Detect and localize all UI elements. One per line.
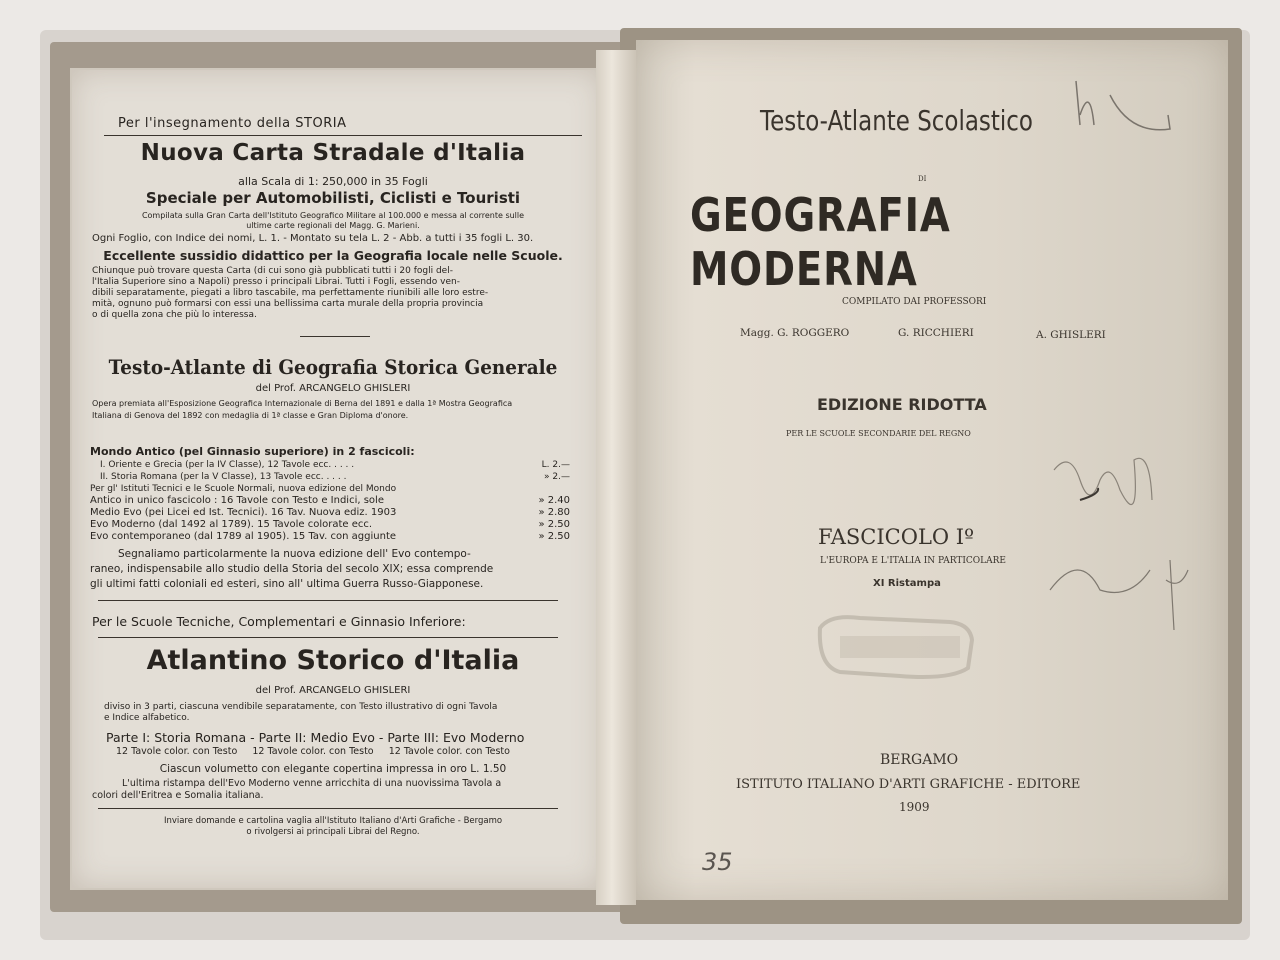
scale-text: alla Scala di 1: 250,000 in 35 Fogli <box>238 175 428 188</box>
list-item <box>90 531 570 543</box>
item-text: II. Storia Romana (per la V Classe), 13 Tavole ecc. . . . . <box>100 472 347 482</box>
di-text: DI <box>918 175 927 183</box>
award-line: Opera premiata all'Esposizione Geografica Internazionale di Berna del 1891 e dalla 1ª Mostra Geografica <box>92 399 513 408</box>
mondo-antico: Mondo Antico (pel Ginnasio superiore) in 2 fascicoli: <box>90 445 415 458</box>
book-spine <box>596 50 636 905</box>
rule <box>98 808 558 809</box>
paragraph-carta <box>92 266 582 321</box>
rule <box>104 135 582 136</box>
item-price <box>510 483 570 495</box>
paragraph-line: mità, ognuno può formarsi con essi una bellissima carta murale della propria provincia <box>92 299 484 309</box>
item-text: Antico in unico fascicolo : 16 Tavole con Testo e Indici, sole <box>90 495 384 506</box>
author-ghisleri-right: A. GHISLERI <box>1036 329 1106 341</box>
footer-line: o rivolgersi ai principali Librai del Regno. <box>246 827 420 837</box>
footer-line: Inviare domande e cartolina vaglia all'Istituto Italiano d'Arti Grafiche - Bergamo <box>163 816 503 826</box>
paragraph-ristampa <box>92 778 582 802</box>
footer-note <box>88 816 578 838</box>
parts-sub: 12 Tavole color. con Testo 12 Tavole color. con Testo 12 Tavole color. con Testo <box>116 746 510 757</box>
ristampa: XI Ristampa <box>873 578 941 589</box>
year: 1909 <box>899 800 930 814</box>
parts-line: Parte I: Storia Romana - Parte II: Medio Evo - Parte III: Evo Moderno <box>106 730 525 745</box>
compiled-by: COMPILATO DAI PROFESSORI <box>842 297 987 307</box>
fascicolo-sub: L'EUROPA E L'ITALIA IN PARTICOLARE <box>820 556 1006 566</box>
paragraph-atlantino <box>104 702 594 724</box>
item-price: L. 2.— <box>541 460 570 470</box>
paragraph-line: e Indice alfabetico. <box>104 713 190 723</box>
paragraph-evo <box>90 547 580 592</box>
item-text: Per gl' Istituti Tecnici e le Scuole Normali, nuova edizione del Mondo <box>90 484 397 494</box>
author-roggero: Magg. G. ROGGERO <box>740 327 850 339</box>
item-text: Evo Moderno (dal 1492 al 1789). 15 Tavole colorate ecc. <box>90 519 373 530</box>
award-note <box>92 398 582 422</box>
paragraph-line: colori dell'Eritrea e Somalia italiana. <box>92 790 264 801</box>
item-price: » 2.50 <box>538 531 570 542</box>
rule-short <box>300 336 370 337</box>
list-item <box>90 519 570 531</box>
list-item <box>90 483 570 495</box>
item-price: » 2.— <box>544 472 570 482</box>
paragraph-line: raneo, indispensabile allo studio della Storia del secolo XIX; essa comprende <box>90 563 494 575</box>
item-text: Medio Evo (pei Licei ed Ist. Tecnici). 16 Tav. Nuova ediz. 1903 <box>90 507 397 518</box>
paragraph-line: o di quella zona che più lo interessa. <box>92 310 257 320</box>
edizione-ridotta: EDIZIONE RIDOTTA <box>817 395 987 414</box>
pencil-sketch-map <box>1040 440 1200 640</box>
subtitle-automobilisti: Speciale per Automobilisti, Ciclisti e Touristi <box>145 189 521 207</box>
author-ghisleri: del Prof. ARCANGELO GHISLERI <box>255 383 411 394</box>
left-heading-storia: Per l'insegnamento della STORIA <box>118 116 347 131</box>
paragraph-line: dibili separatamente, piegati a libro tascabile, ma perfettamente riunibili alle loro estre- <box>92 288 489 298</box>
fascicolo: FASCICOLO Iº <box>818 525 974 549</box>
title-testo-atlante: Testo-Atlante Scolastico <box>760 104 1033 137</box>
compiled-line: Compilata sulla Gran Carta dell'Istituto Geografico Militare al 100.000 e messa al corrente sulle <box>141 211 525 220</box>
list-item <box>90 507 570 519</box>
item-text: Evo contemporaneo (dal 1789 al 1905). 15 Tav. con aggiunte <box>90 531 397 542</box>
main-title-geografia: GEOGRAFIA MODERNA <box>690 188 951 296</box>
award-line: Italiana di Genova del 1892 con medaglia di 1ª classe e Gran Diploma d'onore. <box>92 411 409 420</box>
heading-scuole-tecniche: Per le Scuole Tecniche, Complementari e Ginnasio Inferiore: <box>92 614 466 629</box>
publisher: ISTITUTO ITALIANO D'ARTI GRAFICHE - EDITORE <box>736 777 1081 792</box>
item-price: » 2.80 <box>538 507 570 518</box>
volumetto-line: Ciascun volumetto con elegante copertina impressa in oro L. 1.50 <box>159 763 507 775</box>
price-list <box>90 459 570 543</box>
item-price: » 2.50 <box>538 519 570 530</box>
item-text: I. Oriente e Grecia (per la IV Classe), 12 Tavole ecc. . . . . <box>100 460 355 470</box>
paragraph-line: diviso in 3 parti, ciascuna vendibile separatamente, con Testo illustrativo di ogni Tavola <box>104 702 498 712</box>
compiled-line: ultime carte regionali del Magg. G. Marieni. <box>246 221 420 230</box>
edizione-sub: PER LE SCUOLE SECONDARIE DEL REGNO <box>786 429 971 438</box>
handwritten-number: 35 <box>702 848 733 876</box>
paragraph-line: l'Italia Superiore sino a Napoli) presso i principali Librai. Tutti i Fogli, essendo ven- <box>92 277 460 287</box>
title-atlantino: Atlantino Storico d'Italia <box>146 645 520 676</box>
excellent-line: Eccellente sussidio didattico per la Geografia locale nelle Scuole. <box>103 248 563 263</box>
list-item <box>90 495 570 507</box>
pencil-scribble-top <box>1040 75 1200 155</box>
title-geografia-storica: Testo-Atlante di Geografia Storica Generale <box>108 355 558 379</box>
list-item <box>100 471 570 483</box>
faded-stamp <box>800 600 1000 690</box>
compiled-note <box>88 211 578 231</box>
paragraph-line: Chiunque può trovare questa Carta (di cui sono già pubblicati tutti i 20 fogli del- <box>92 266 453 276</box>
title-carta-stradale: Nuova Carta Stradale d'Italia <box>140 140 526 166</box>
author-ricchieri: G. RICCHIERI <box>898 327 974 339</box>
rule <box>98 637 558 638</box>
paragraph-line: Segnaliamo particolarmente la nuova edizione dell' Evo contempo- <box>118 548 471 560</box>
rule <box>98 600 558 601</box>
paragraph-line: L'ultima ristampa dell'Evo Moderno venne arricchita di una nuovissima Tavola a <box>122 778 502 789</box>
price-line: Ogni Foglio, con Indice dei nomi, L. 1. - Montato su tela L. 2 - Abb. a tutti i 35 fogli L. 30. <box>92 233 534 244</box>
item-price: » 2.40 <box>538 495 570 506</box>
paragraph-line: gli ultimi fatti coloniali ed esteri, sino all' ultima Guerra Russo-Giapponese. <box>90 578 484 590</box>
author-ghisleri-2: del Prof. ARCANGELO GHISLERI <box>255 685 411 696</box>
list-item <box>100 459 570 471</box>
city-bergamo: BERGAMO <box>880 752 959 768</box>
